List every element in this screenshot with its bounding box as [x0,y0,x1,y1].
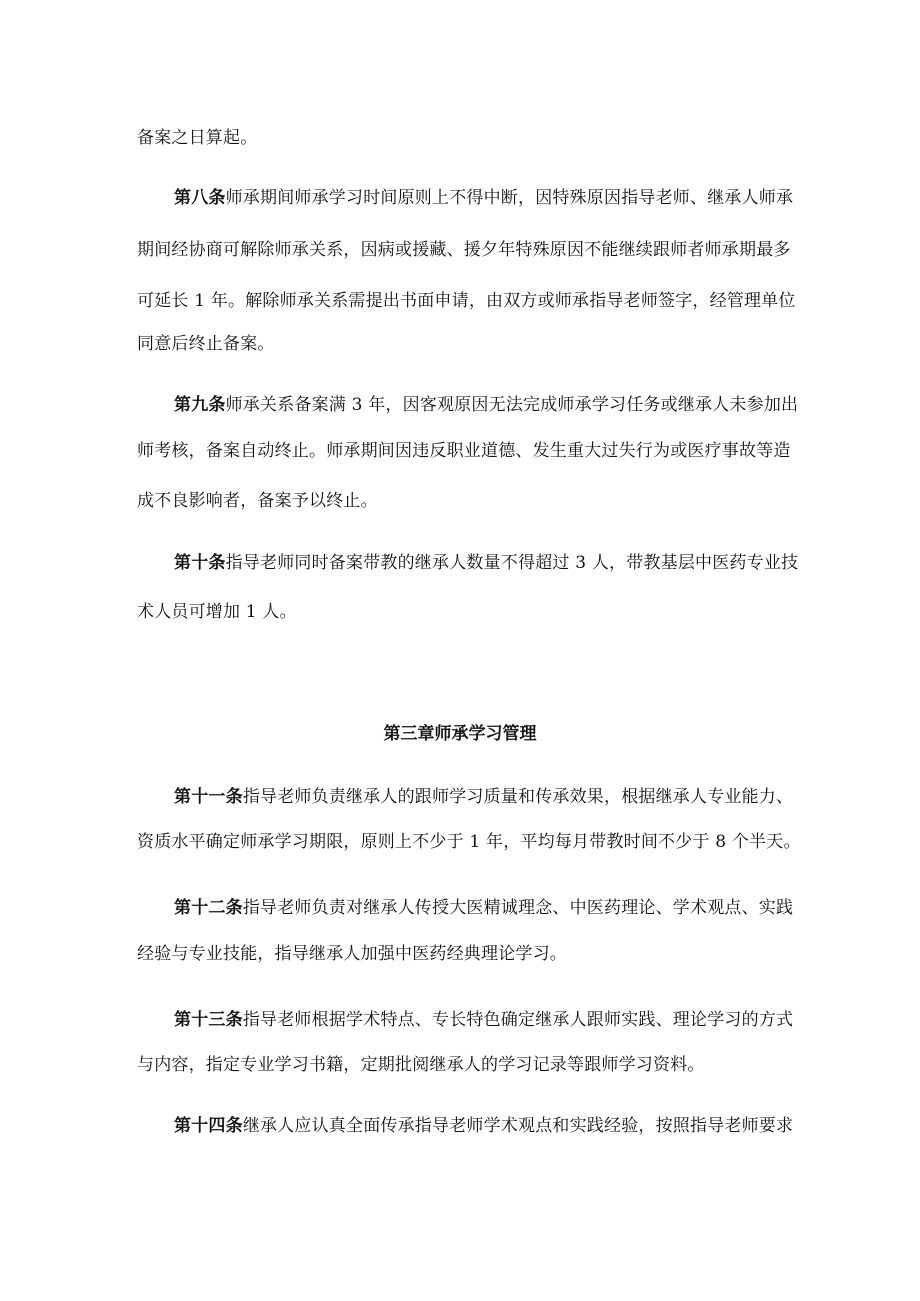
article-8-text-1: 师承期间师承学习时间原则上不得中断，因特殊原因指导老师、继承人师承 [225,188,794,208]
article-9-line-2: 师考核，备案自动终止。师承期间因违反职业道德、发生重大过失行为或医疗事故等造 [137,441,791,461]
article-13-line-2: 与内容，指定专业学习书籍，定期批阅继承人的学习记录等跟师学习资料。 [137,1055,705,1075]
article-11-text-1: 指导老师负责继承人的跟师学习质量和传承效果，根据继承人专业能力、 [242,787,794,807]
article-13-line-1 [174,1008,793,1032]
article-8-label: 第八条 [174,188,226,208]
article-14-text-1: 继承人应认真全面传承指导老师学术观点和实践经验，按照指导老师要求 [242,1116,794,1136]
article-13-label: 第十三条 [174,1010,243,1030]
article-10-label: 第十条 [174,553,226,573]
article-12-text-1: 指导老师负责对继承人传授大医精诚理念、中医药理论、学术观点、实践 [242,898,794,918]
article-11-line-1 [174,785,793,809]
article-9-label: 第九条 [174,395,226,415]
article-11-line-2: 资质水平确定师承学习期限，原则上不少于 1 年，平均每月带教时间不少于 8 个半天。 [137,832,801,852]
article-14-line-1 [174,1114,793,1138]
article-9-line-3: 成不良影响者，备案予以终止。 [137,491,378,511]
article-8-line-2: 期间经协商可解除师承关系，因病或援藏、援夕年特殊原因不能继续跟师者师承期最多 [137,240,791,260]
article-10-text-1: 指导老师同时备案带教的继承人数量不得超过 3 人，带教基层中医药专业技 [225,553,799,573]
intro-line: 备案之日算起。 [137,128,258,148]
article-8-line-4: 同意后终止备案。 [137,334,275,354]
article-13-text-1: 指导老师根据学术特点、专长特色确定继承人跟师实践、理论学习的方式 [242,1010,794,1030]
article-9-text-1: 师承关系备案满 3 年，因客观原因无法完成师承学习任务或继承人未参加出 [225,395,799,415]
article-9-line-1 [174,393,798,417]
article-11-label: 第十一条 [174,787,243,807]
article-10-line-1 [174,551,798,575]
chapter-3-title: 第三章师承学习管理 [383,724,537,744]
article-8-line-1 [174,186,793,210]
article-12-line-2: 经验与专业技能，指导继承人加强中医药经典理论学习。 [137,944,567,964]
article-10-line-2: 术人员可增加 1 人。 [137,602,297,622]
article-14-label: 第十四条 [174,1116,243,1136]
article-12-line-1 [174,896,793,920]
article-12-label: 第十二条 [174,898,243,918]
article-8-line-3: 可延长 1 年。解除师承关系需提出书面申请，由双方或师承指导老师签字，经管理单位 [137,291,796,311]
